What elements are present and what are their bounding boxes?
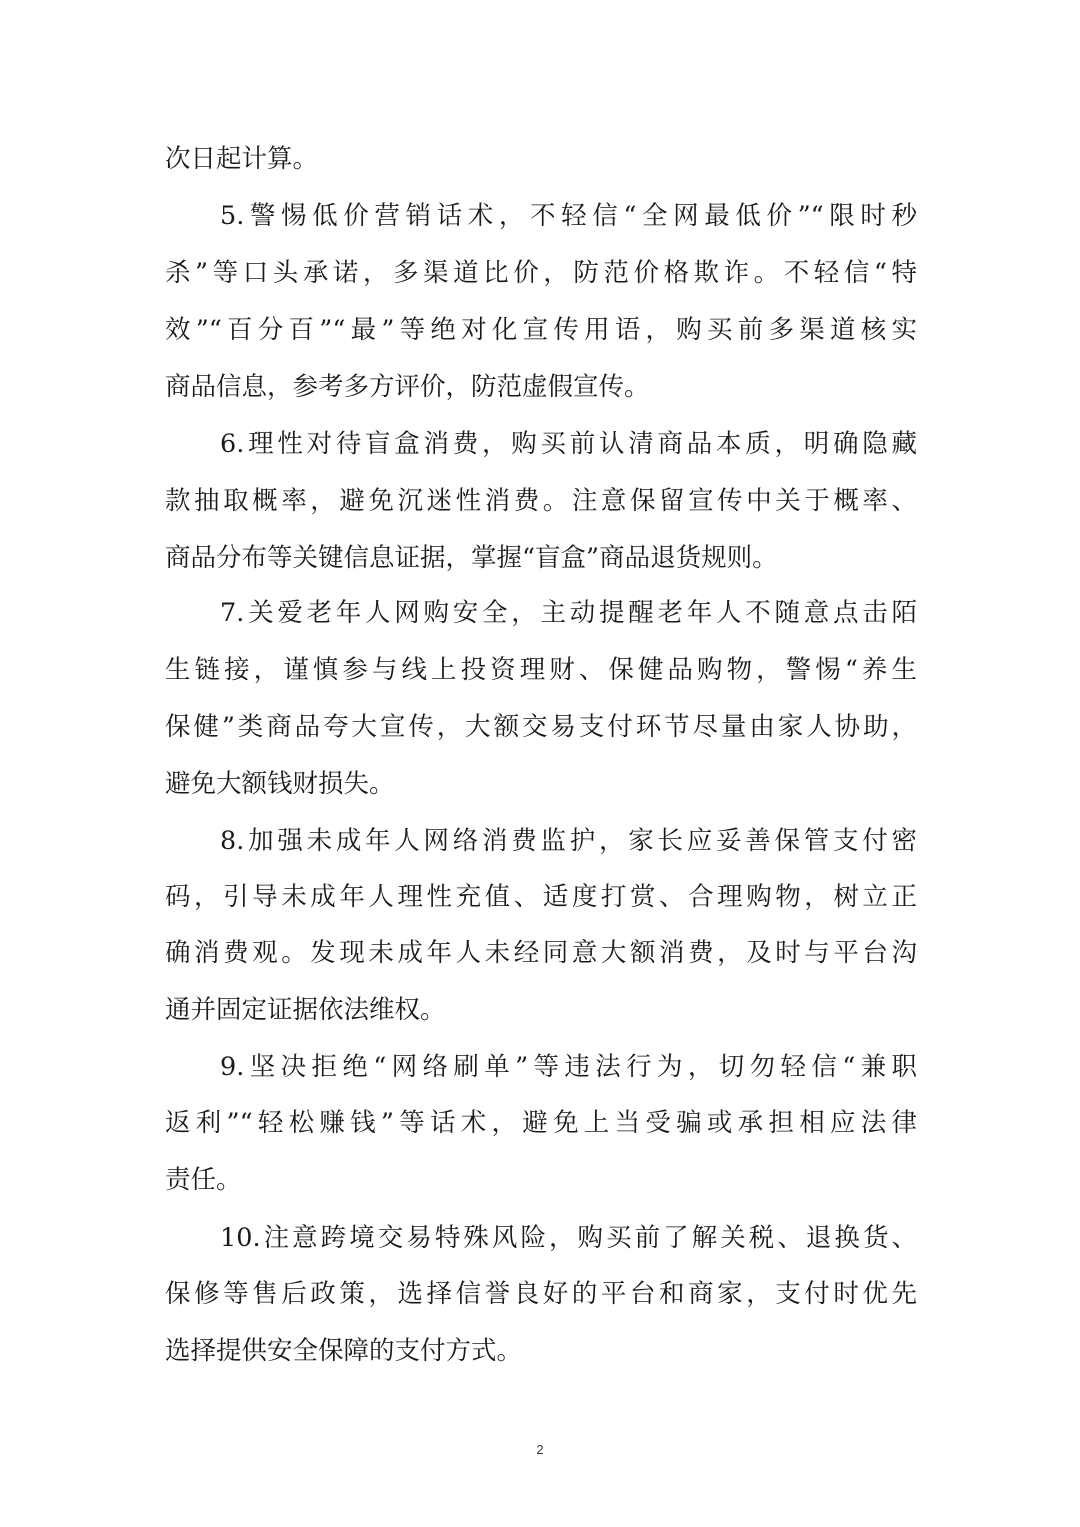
paragraph-line: 7.关爱老年人网购安全，主动提醒老年人不随意点击陌 <box>220 598 917 628</box>
paragraph-line: 保修等售后政策，选择信誉良好的平台和商家，支付时优先 <box>165 1279 917 1309</box>
paragraph-line: 6.理性对待盲盒消费，购买前认清商品本质，明确隐藏 <box>220 429 917 459</box>
paragraph-line: 商品分布等关键信息证据，掌握“盲盒”商品退货规则。 <box>165 543 778 573</box>
paragraph-line: 款抽取概率，避免沉迷性消费。注意保留宣传中关于概率、 <box>165 486 917 516</box>
page-number: 2 <box>536 1442 544 1457</box>
paragraph-line: 8.加强未成年人网络消费监护，家长应妥善保管支付密 <box>220 826 917 856</box>
paragraph-line: 效”“百分百”“最”等绝对化宣传用语，购买前多渠道核实 <box>165 315 917 345</box>
paragraph-line: 生链接，谨慎参与线上投资理财、保健品购物，警惕“养生 <box>165 655 917 685</box>
paragraph-line: 责任。 <box>165 1165 242 1195</box>
paragraph-line: 5.警惕低价营销话术，不轻信“全网最低价”“限时秒 <box>220 201 917 231</box>
paragraph-line: 避免大额钱财损失。 <box>165 769 395 799</box>
paragraph-line: 商品信息，参考多方评价，防范虚假宣传。 <box>165 372 650 402</box>
paragraph-line: 9.坚决拒绝“网络刷单”等违法行为，切勿轻信“兼职 <box>220 1052 917 1082</box>
paragraph-line: 通并固定证据依法维权。 <box>165 995 446 1025</box>
paragraph-line: 10.注意跨境交易特殊风险，购买前了解关税、退换货、 <box>220 1223 917 1253</box>
paragraph-line: 选择提供安全保障的支付方式。 <box>165 1336 523 1366</box>
paragraph-line: 码，引导未成年人理性充值、适度打赏、合理购物，树立正 <box>165 882 917 912</box>
paragraph-line: 确消费观。发现未成年人未经同意大额消费，及时与平台沟 <box>165 938 917 968</box>
paragraph-line: 返利”“轻松赚钱”等话术，避免上当受骗或承担相应法律 <box>165 1108 917 1138</box>
paragraph-line: 保健”类商品夸大宣传，大额交易支付环节尽量由家人协助， <box>165 712 917 742</box>
paragraph-line: 杀”等口头承诺，多渠道比价，防范价格欺诈。不轻信“特 <box>165 258 917 288</box>
paragraph-line: 次日起计算。 <box>165 144 319 174</box>
